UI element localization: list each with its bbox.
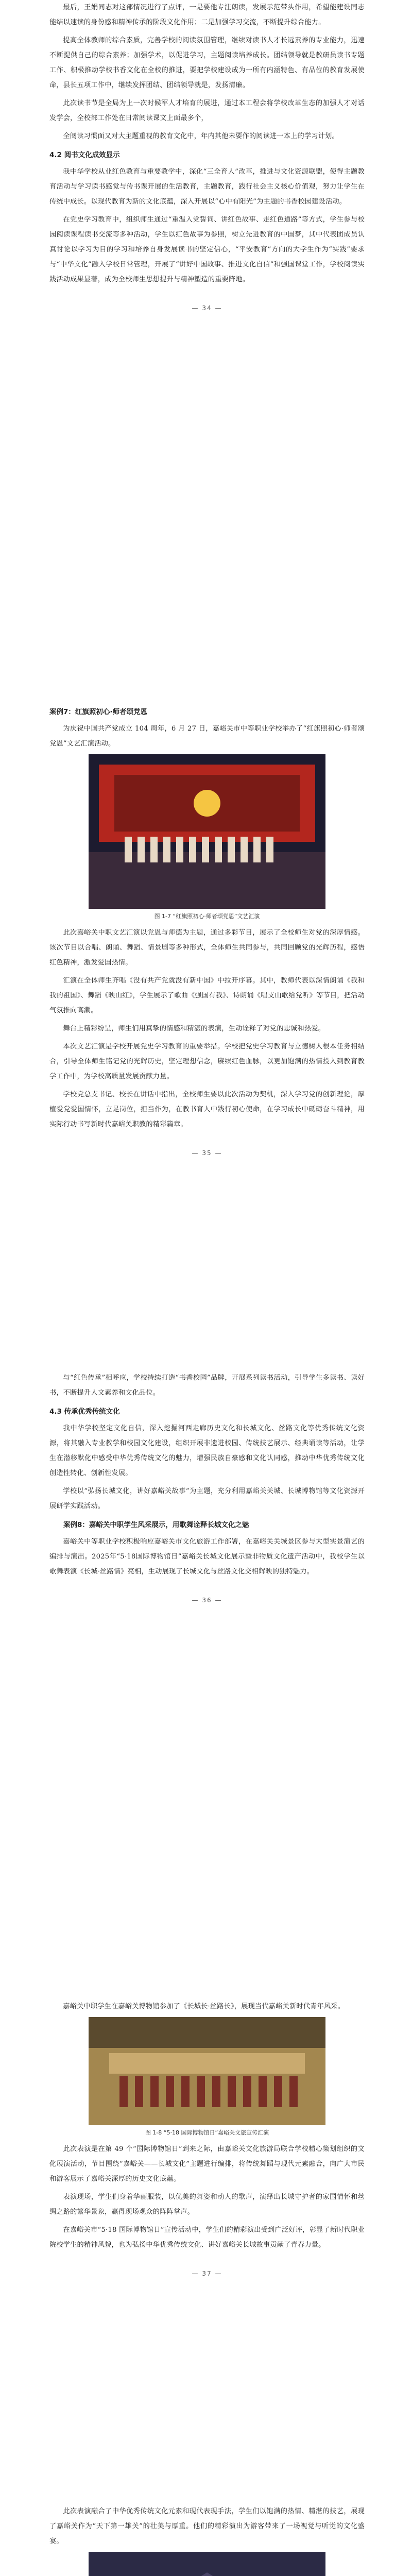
page-number: — 34 — bbox=[192, 304, 222, 312]
paragraph: 与“红色传承”相呼应，学校持续打造“书香校园”品牌，开展系列读书活动，引导学生多读书、读好书，不断提升人文素养和文化品位。 bbox=[49, 1374, 365, 1397]
paragraph: 此次表演融合了中华优秀传统文化元素和现代表现手法，学生们以饱满的热情、精湛的技艺，展现了嘉峪关作为“天下第一雄关”的壮美与厚重。他们的精彩演出为游客带来了一场视觉与听觉的文化盛宴。 bbox=[49, 2507, 365, 2545]
paragraph: 提高全体教师的综合素质，完善学校的阅读氛围管理，继续对读书人才长远素养的专业能力，迅速不断提供自己的综合素养；加强学术，以促进学习，主题阅读培养成长。团结领导就是教研员读书专题工作、积极推动学校书香文化在全校的推进，要把学校建设成为一所有内涵特色、有品位的教育发展使命，县长五项工作中，继续发挥团结、团结领导就是，发扬清廉。 bbox=[49, 37, 365, 89]
section-heading: 4.3 传承优秀传统文化 bbox=[49, 1408, 120, 1416]
stage-photo bbox=[89, 754, 325, 909]
paragraph: 本次文艺汇演是学校开展党史学习教育的重要举措。学校把党史学习教育与立德树人根本任务相结合，引导全体师生铭记党的光辉历史，坚定理想信念，赓续红色血脉，以更加饱满的热情投入到教育教学工作中，为学校高质量发展贡献力量。 bbox=[49, 1043, 365, 1080]
paragraph: 全阅读习惯面又对大主题重视的教育文化中，年内其他未要作的阅读进一本上的学习计划。 bbox=[63, 132, 339, 140]
document-page-35 bbox=[0, 701, 412, 1370]
paragraph: 此次读书节是全局为上一次时候军人才培育的展进，通过本工程会将学校改革生态的加强人才对话发学会，全校部工作处在日常阅读课文上面最多个， bbox=[49, 99, 365, 122]
figure-caption: 图 1-8 “5·18 国际博物馆日”嘉峪关文旅宣传汇演 bbox=[145, 2129, 269, 2136]
paragraph: 我中华学校从业红色教育与重要教学中，深化“三全育人”改革，推进与文化资源联盟，使得主题教育活动与学习读书感觉与传书课开展的生活教育，主题教育，践行社会主义核心价值观，努力让学生在传统中成长。以现代教育为新的文化底蕴，深入开展以“心中有阳光”为主题的书香校园建设活动。 bbox=[49, 168, 365, 206]
document-page-36 bbox=[0, 1370, 412, 1999]
paragraph: 我中华学校坚定文化自信，深入挖掘河西走廊历史文化和长城文化、丝路文化等优秀传统文化资源，将其融入专业教学和校园文化建设，组织开展非遗进校园、传统技艺展示、经典诵读等活动，让学生在潜移默化中感受中华优秀传统文化的魅力，增强民族自豪感和文化认同感，推动中华优秀传统文化创造性转化、创新性发展。 bbox=[49, 1425, 365, 1477]
document-page-38 bbox=[0, 2504, 412, 2576]
paragraph: 此次表演是在第 49 个“国际博物馆日”到来之际，由嘉峪关文化旅游局联合学校精心策划组织的文化展演活动，节目围绕“嘉峪关——长城文化”主题进行编排，将传统舞蹈与现代元素融合，向广大市民和游客展示了嘉峪关深厚的历史文化底蕴。 bbox=[49, 2145, 365, 2183]
paragraph: 为庆祝中国共产党成立 104 周年，6 月 27 日，嘉峪关市中等职业学校举办了“红旗照初心·师者颂党恩”文艺汇演活动。 bbox=[49, 725, 365, 748]
paragraph: 汇演在全体师生齐唱《没有共产党就没有新中国》中拉开序幕。其中，教师代表以深情朗诵《我和我的祖国》、舞蹈《映山红》，学生展示了歌曲《强国有我》、诗朗诵《唱支山歌给党听》等节目，把活动气氛推向高潮。 bbox=[49, 977, 365, 1014]
page-number: — 35 — bbox=[192, 1149, 222, 1157]
museum-photo bbox=[89, 2017, 325, 2125]
paragraph: 在党史学习教育中，组织师生通过“重温入党誓词、讲红色故事、走红色道路”等方式，学生参与校园阅读课程读书交流等多种活动，学生以红色故事为参照，树立先进教育的中国梦，其中代表团成员认真讨论以学习为目的学习和培养自身发展读书的坚定信心，“平安教育”方向的大学生作为“实践”要求与“中华文化”融入学校日常管理，开展了“讲好中国故事、推进文化自信”和强国课堂工作，学校阅读实践活动成果显著，成为全校师生思想提升与精神塑造的重要阵地。 bbox=[49, 216, 365, 283]
night-stage-photo bbox=[89, 2552, 325, 2576]
page-number: — 37 — bbox=[192, 2270, 222, 2277]
figure-museum-performance bbox=[49, 2017, 365, 2125]
paragraph: 学校以“弘扬长城文化，讲好嘉峪关故事”为主题，充分利用嘉峪关关城、长城博物馆等文化资源开展研学实践活动。 bbox=[49, 1487, 365, 1510]
document-page-37 bbox=[0, 1999, 412, 2504]
paragraph: 表演现场，学生们身着华丽服装，以优美的舞姿和动人的歌声，演绎出长城守护者的家国情怀和丝绸之路的繁华景象，赢得现场观众的阵阵掌声。 bbox=[49, 2193, 365, 2216]
paragraph: 最后，王娟同志对这部情况进行了点评，一是要他专注朗读，发展示范带头作用，希望能建设同志能结以速读的身份感和精神传承的阶段文化作用；二是加强学习交流，不断提升综合能力。 bbox=[49, 4, 365, 26]
paragraph: 舞台上精彩纷呈，师生们用真挚的情感和精湛的表演，生动诠释了对党的忠诚和热爱。 bbox=[63, 1025, 325, 1032]
figure-stage-performance bbox=[49, 754, 365, 909]
paragraph: 此次嘉峪关中职文艺汇演以党恩与师德为主题，通过多彩节目，展示了全校师生对党的深厚情感。该次节目以合唱、朗诵、舞蹈、情景剧等多种形式，全体师生共同参与，共同回顾党的光辉历程，感悟红色精神，激发爱国热情。 bbox=[49, 929, 365, 967]
section-heading: 4.2 阅书文化成效显示 bbox=[49, 151, 120, 159]
paragraph: 学校党总支书记、校长在讲话中指出，全校师生要以此次活动为契机，深入学习党的创新理论，厚植爱党爱国情怀，立足岗位，担当作为，在教书育人中践行初心使命，在学习成长中砥砺奋斗精神，用实际行动书写新时代嘉峪关职教的精彩篇章。 bbox=[49, 1091, 365, 1128]
figure-caption: 图 1-7 “红旗照初心·师者颂党恩”文艺汇演 bbox=[154, 913, 260, 920]
case-heading: 案例7：红旗照初心·师者颂党恩 bbox=[49, 708, 148, 716]
figure-night-stage bbox=[49, 2552, 365, 2576]
paragraph: 在嘉峪关市“5·18 国际博物馆日”宣传活动中，学生们的精彩演出受到广泛好评，彰显了新时代职业院校学生的精神风貌，也为弘扬中华优秀传统文化、讲好嘉峪关长城故事贡献了青春力量。 bbox=[49, 2226, 365, 2249]
paragraph: 嘉峪关中等职业学校积极响应嘉峪关市文化旅游工作部署，在嘉峪关关城景区参与大型实景演艺的编排与演出。2025年“5·18国际博物馆日”嘉峪关长城文化展示暨非物质文化遗产活动中，我校学生以歌舞表演《长城·丝路情》亮相，生动展现了长城文化与丝路文化交相辉映的独特魅力。 bbox=[49, 1538, 365, 1575]
paragraph: 嘉峪关中职学生在嘉峪关博物馆参加了《长城长·丝路长》，展现当代嘉峪关新时代青年风采。 bbox=[63, 2003, 345, 2010]
page-number: — 36 — bbox=[192, 1597, 222, 1604]
document-page-34 bbox=[0, 0, 412, 701]
case-heading: 案例8：嘉峪关中职学生风采展示，用歌舞诠释长城文化之魅 bbox=[63, 1521, 249, 1529]
